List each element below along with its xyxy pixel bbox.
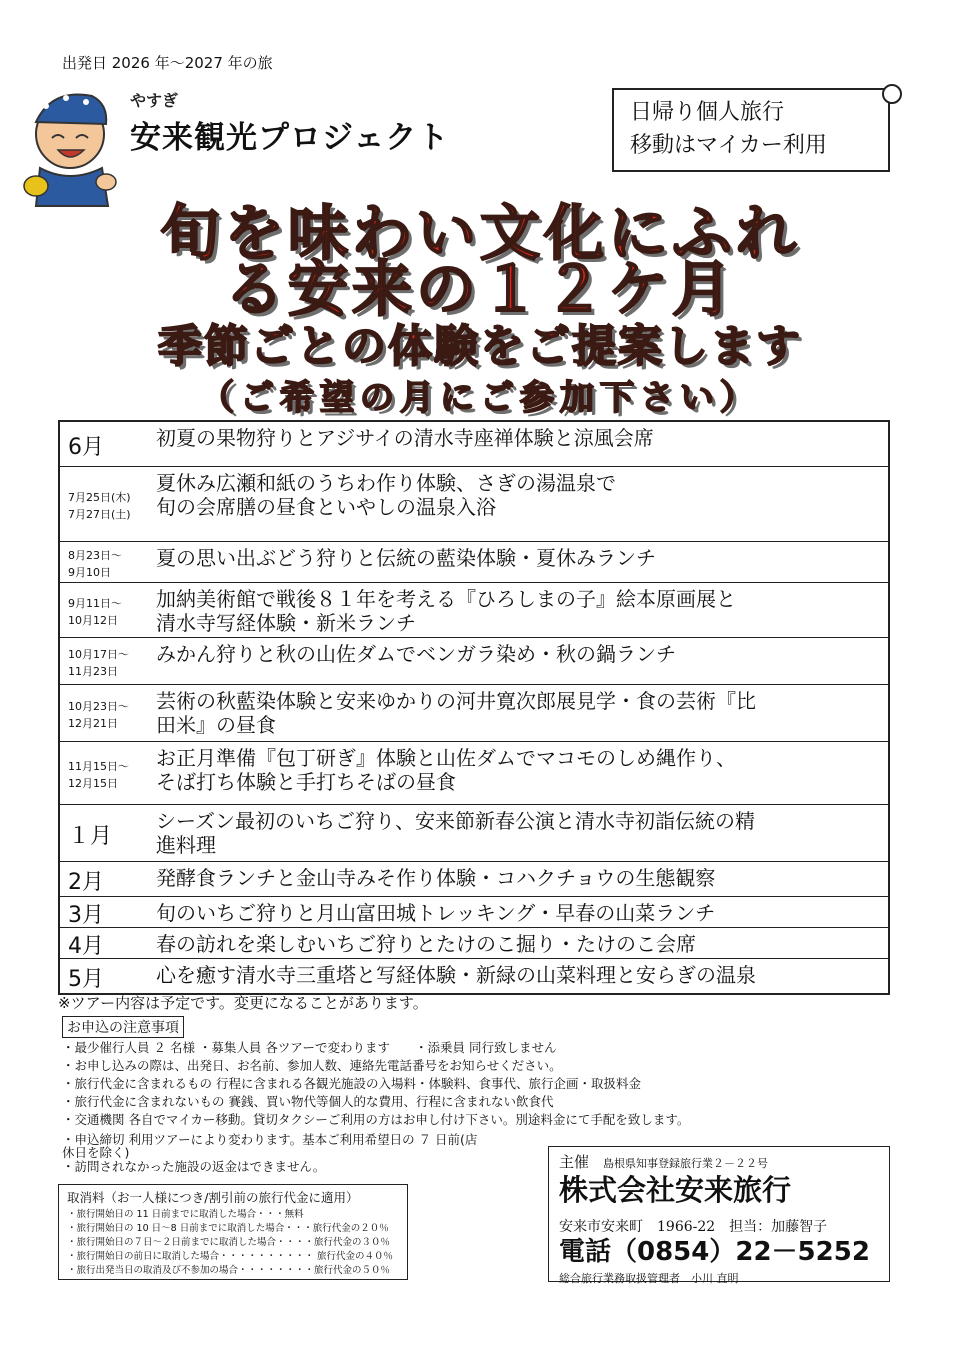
schedule-description: [148, 959, 888, 993]
schedule-date: [60, 742, 148, 804]
notice-title: お申込の注意事項: [62, 1016, 184, 1038]
schedule-date: [60, 959, 148, 993]
organizer-box: [548, 1146, 890, 1285]
schedule-text-line1: 発酵食ランチと金山寺みそ作り体験・コハクチョウの生態観察: [156, 866, 716, 890]
schedule-date-start: 8月23日～: [68, 548, 122, 562]
schedule-text-line1: 春の訪れを楽しむいちご狩りとたけのこ掘り・たけのこ会席: [156, 932, 696, 956]
notice-disclaimer: ※ツアー内容は予定です。変更になることがあります。: [58, 994, 428, 1012]
brand-reading: やすぎ: [130, 91, 179, 110]
headline-line1: 旬を味わい文化にふれ: [160, 199, 800, 269]
registration-number: 島根県知事登録旅行業２－２２号: [603, 1157, 769, 1170]
headline-line3: 季節ごとの体験をご提案します: [158, 321, 802, 372]
schedule-date-start: 7月25日(木): [68, 490, 131, 504]
schedule-date: [60, 583, 148, 637]
notice-item: 休日を除く): [62, 1145, 130, 1160]
schedule-text-line1: 夏の思い出ぶどう狩りと伝統の藍染体験・夏休みランチ: [156, 546, 656, 570]
schedule-text-line1: 旬のいちご狩りと月山富田城トレッキング・早春の山菜ランチ: [156, 901, 716, 925]
trip-type-line2: 移動はマイカー利用: [630, 133, 827, 158]
schedule-date-start: 6月: [68, 435, 104, 460]
schedule-description: [148, 467, 888, 541]
schedule-date: [60, 897, 148, 927]
schedule-date: [60, 805, 148, 861]
schedule-date-end: 12月21日: [68, 716, 118, 730]
schedule-text-line2: 清水寺写経体験・新米ランチ: [156, 611, 416, 635]
travel-manager: 総合旅行業務取扱管理者 小川 直明: [559, 1272, 739, 1285]
schedule-date-end: 11月23日: [68, 664, 118, 678]
schedule-text-line2: 田米』の昼食: [156, 713, 276, 737]
headline-line4: （ご希望の月にご参加下さい）: [200, 378, 760, 418]
brand-title: 安来観光プロジェクト: [130, 120, 450, 156]
schedule-description: [148, 583, 888, 637]
cancellation-item: ・旅行開始日の 11 日前までに取消した場合・・・無料: [67, 1209, 304, 1220]
cancellation-item: ・旅行開始日の前日に取消した場合・・・・・・・・・・ 旅行代金の４０％: [67, 1251, 394, 1262]
notice-item: ・申込締切 利用ツアーにより変わります。基本ご利用希望日の ７ 日前(店: [62, 1132, 478, 1147]
schedule-description: [148, 685, 888, 741]
notice-item: ・最少催行人員 ２ 名様 ・募集人員 各ツアーで変わります ・添乗員 同行致しません: [62, 1040, 557, 1055]
schedule-text-line2: 進料理: [156, 833, 216, 857]
schedule-text-line1: 加納美術館で戦後８１年を考える『ひろしまの子』絵本原画展と: [156, 587, 736, 611]
schedule-date-start: 10月17日～: [68, 647, 129, 661]
schedule-date-start: 2月: [68, 870, 104, 895]
schedule-date-end: 10月12日: [68, 613, 118, 627]
departure-period: 出発日 2026 年～2027 年の旅: [62, 54, 273, 72]
trip-type-line1: 日帰り個人旅行: [630, 100, 785, 125]
schedule-date: [60, 928, 148, 958]
schedule-row: [60, 805, 888, 862]
cancellation-list: [67, 1208, 399, 1278]
notice-item: ・お申し込みの際は、出発日、お名前、参加人数、連絡先電話番号をお知らせください。: [62, 1058, 562, 1073]
schedule-date-start: 3月: [68, 903, 104, 928]
schedule-date: [60, 685, 148, 741]
schedule-date-end: 12月15日: [68, 776, 118, 790]
schedule-description: [148, 422, 888, 466]
headline-line2: る安来の１２ケ月: [224, 255, 736, 325]
schedule-date-start: 11月15日～: [68, 759, 129, 773]
schedule-table: [58, 420, 890, 995]
schedule-description: [148, 805, 888, 861]
schedule-text-line1: 初夏の果物狩りとアジサイの清水寺座禅体験と涼風会席: [156, 426, 654, 450]
schedule-row: [60, 542, 888, 583]
schedule-description: [148, 862, 888, 896]
scroll-curl-icon: [882, 84, 902, 104]
schedule-description: [148, 542, 888, 582]
schedule-date-start: １月: [68, 824, 113, 849]
notice-item: ・訪問されなかった施設の返金はできません。: [62, 1159, 326, 1174]
schedule-description: [148, 742, 888, 804]
trip-type-box: [612, 88, 890, 172]
schedule-row: [60, 583, 888, 638]
schedule-row: [60, 467, 888, 542]
schedule-description: [148, 897, 888, 927]
schedule-description: [148, 928, 888, 958]
schedule-date-start: 9月11日～: [68, 596, 122, 610]
schedule-date: [60, 862, 148, 896]
notice-item: ・旅行代金に含まれないもの 賽銭、買い物代等個人的な費用、行程に含まれない飲食代: [62, 1094, 554, 1109]
cancellation-title: 取消料（お一人様につき/割引前の旅行代金に適用）: [67, 1190, 359, 1205]
schedule-row: [60, 685, 888, 742]
cancellation-item: ・旅行開始日の７日～２日前までに取消した場合・・・・旅行代金の３０％: [67, 1237, 391, 1248]
cancellation-box: [58, 1184, 408, 1280]
schedule-row: [60, 928, 888, 959]
company-address: 安来市安来町 1966-22 担当：加藤智子: [559, 1219, 828, 1235]
schedule-date: [60, 422, 148, 466]
notice-item: ・旅行代金に含まれるもの 行程に含まれる各観光施設の入場料・体験料、食事代、旅行企画・取扱料金: [62, 1076, 641, 1091]
schedule-row: [60, 742, 888, 805]
schedule-date: [60, 638, 148, 684]
schedule-date-end: 9月10日: [68, 565, 111, 579]
schedule-text-line1: シーズン最初のいちご狩り、安来節新春公演と清水寺初詣伝統の精: [156, 809, 755, 833]
schedule-date-end: 7月27日(土): [68, 507, 131, 521]
schedule-text-line2: 旬の会席膳の昼食といやしの温泉入浴: [156, 495, 496, 519]
schedule-row: [60, 959, 888, 993]
schedule-text-line1: 夏休み広瀬和紙のうちわ作り体験、さぎの湯温泉で: [156, 471, 616, 495]
company-phone: 電話（0854）22－5252: [559, 1237, 870, 1267]
schedule-text-line2: そば打ち体験と手打ちそばの昼食: [156, 770, 456, 794]
schedule-row: [60, 422, 888, 467]
notice-item: ・交通機関 各自でマイカー移動。貸切タクシーご利用の方はお申し付け下さい。別途料金にて手配を致します。: [62, 1112, 690, 1127]
schedule-row: [60, 638, 888, 685]
schedule-date-start: 4月: [68, 934, 104, 959]
schedule-date: [60, 542, 148, 582]
company-name: 株式会社安来旅行: [559, 1173, 792, 1207]
schedule-description: [148, 638, 888, 684]
schedule-row: [60, 897, 888, 928]
schedule-date-start: 10月23日～: [68, 699, 129, 713]
schedule-text-line1: お正月準備『包丁研ぎ』体験と山佐ダムでマコモのしめ縄作り、: [156, 746, 736, 770]
schedule-date-start: 5月: [68, 967, 104, 992]
schedule-text-line1: みかん狩りと秋の山佐ダムでベンガラ染め・秋の鍋ランチ: [156, 642, 676, 666]
host-label: 主催: [559, 1153, 590, 1171]
schedule-text-line1: 芸術の秋藍染体験と安来ゆかりの河井寛次郎展見学・食の芸術『比: [156, 689, 756, 713]
schedule-date: [60, 467, 148, 541]
cancellation-item: ・旅行出発当日の取消及び不参加の場合・・・・・・・・旅行代金の５０％: [67, 1265, 391, 1276]
cancellation-item: ・旅行開始日の 10 日～8 日前までに取消した場合・・・旅行代金の２０％: [67, 1223, 389, 1234]
schedule-row: [60, 862, 888, 897]
schedule-text-line1: 心を癒す清水寺三重塔と写経体験・新緑の山菜料理と安らぎの温泉: [156, 963, 756, 987]
